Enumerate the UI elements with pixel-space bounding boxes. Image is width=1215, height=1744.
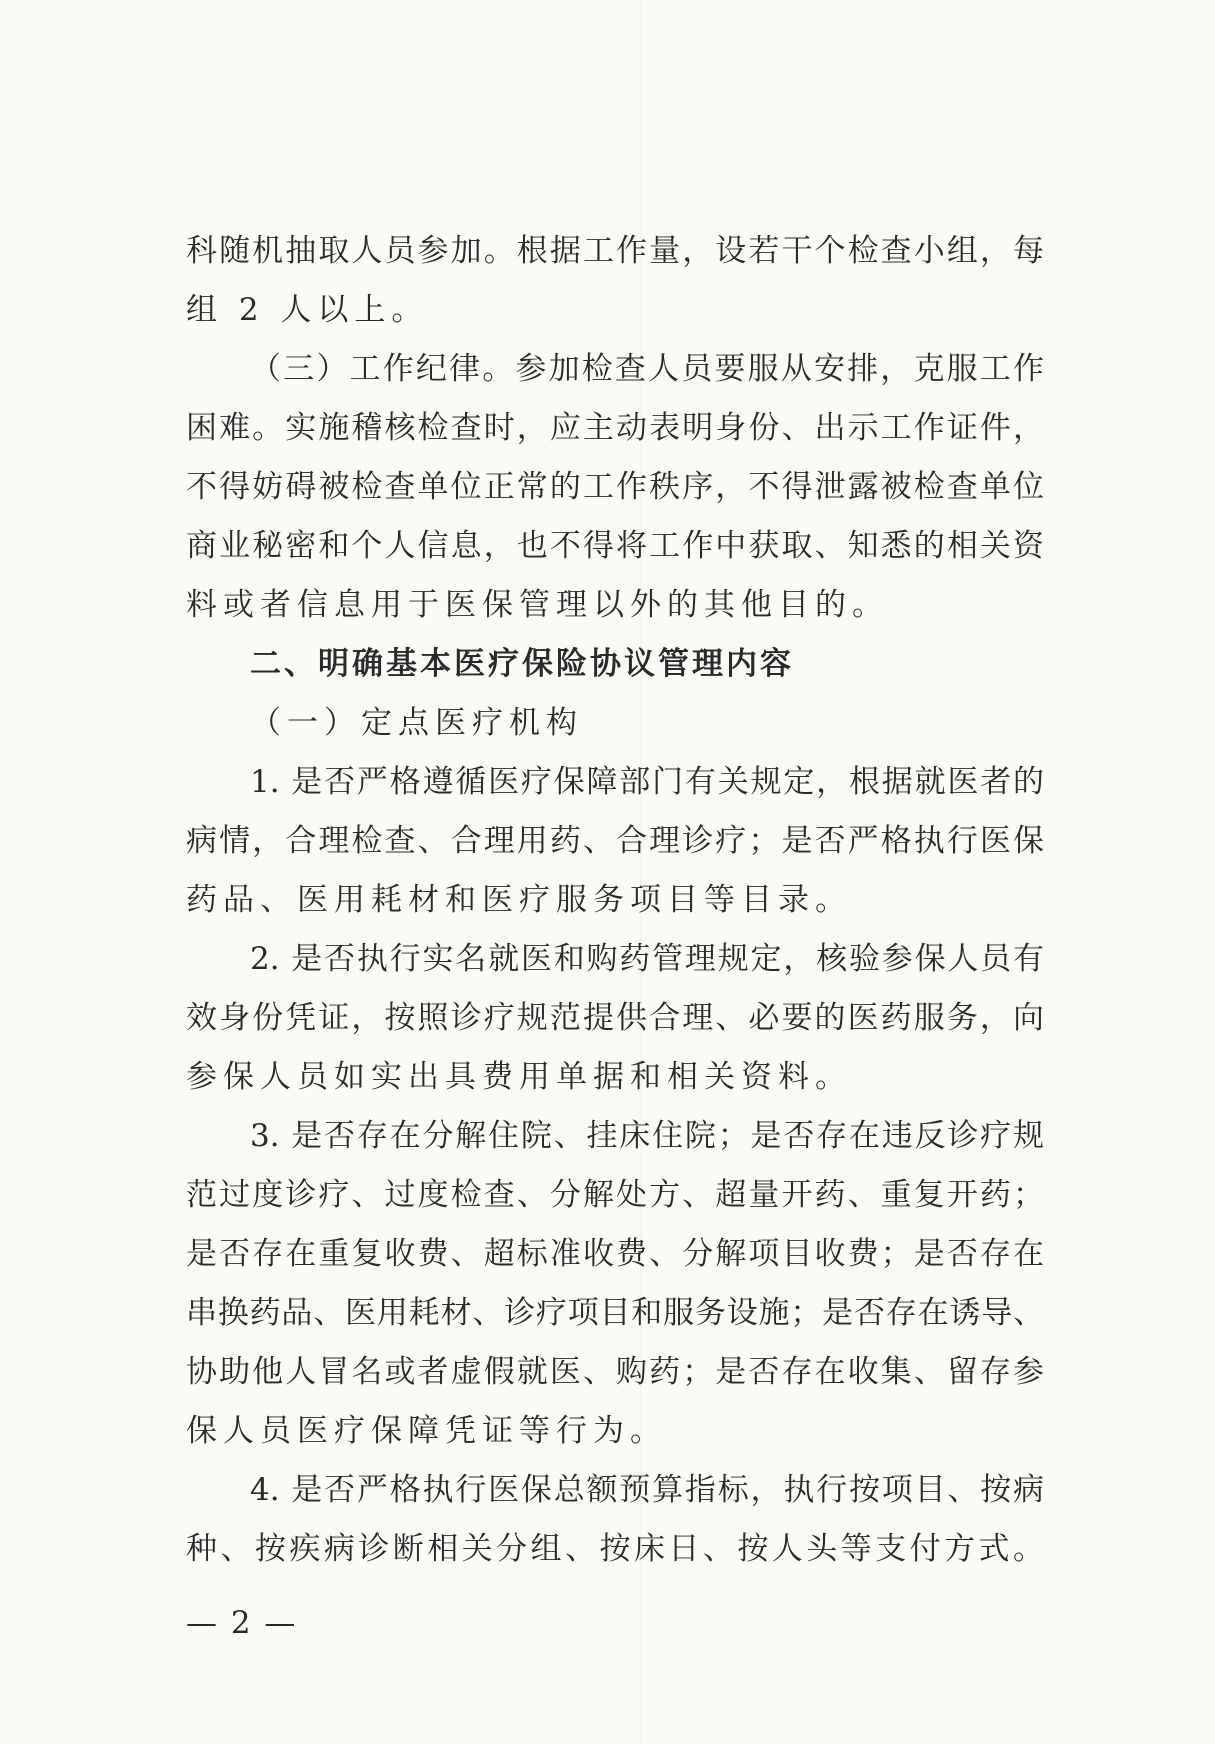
section-three-heading-line: （三）工作纪律。参加检查人员要服从安排，克服工作 [250, 351, 1044, 387]
item-3-line-3: 是否存在重复收费、超标准收费、分解项目收费；是否存在 [186, 1236, 1044, 1272]
item-2-line-3: 参保人员如实出具费用单据和相关资料。 [186, 1059, 852, 1095]
item-1-line-1: 1. 是否严格遵循医疗保障部门有关规定，根据就医者的 [250, 764, 1044, 800]
item-3-line-5: 协助他人冒名或者虚假就医、购药；是否存在收集、留存参 [186, 1354, 1044, 1390]
page-number: — 2 — [186, 1605, 298, 1641]
item-1-line-2: 病情，合理检查、合理用药、合理诊疗；是否严格执行医保 [186, 823, 1044, 859]
item-3-line-6: 保人员医疗保障凭证等行为。 [186, 1413, 667, 1449]
item-3-line-1: 3. 是否存在分解住院、挂床住院；是否存在违反诊疗规 [250, 1118, 1044, 1154]
text-line-5: 不得妨碍被检查单位正常的工作秩序，不得泄露被检查单位 [186, 469, 1044, 505]
item-2-line-1: 2. 是否执行实名就医和购药管理规定，核验参保人员有 [250, 941, 1044, 977]
item-4-line-1: 4. 是否严格执行医保总额预算指标，执行按项目、按病 [250, 1472, 1044, 1508]
item-3-line-4: 串换药品、医用耗材、诊疗项目和服务设施；是否存在诱导、 [186, 1295, 1044, 1331]
text-line-4: 困难。实施稽核检查时，应主动表明身份、出示工作证件， [186, 410, 1044, 446]
item-4-line-2: 种、按疾病诊断相关分组、按床日、按人头等支付方式。 [186, 1531, 1044, 1567]
text-line-2: 组 2 人以上。 [186, 292, 429, 328]
subsection-heading: （一）定点医疗机构 [250, 705, 583, 741]
text-line-1: 科随机抽取人员参加。根据工作量，设若干个检查小组，每 [186, 233, 1044, 269]
item-2-line-2: 效身份凭证，按照诊疗规范提供合理、必要的医药服务，向 [186, 1000, 1044, 1036]
item-1-line-3: 药品、医用耗材和医疗服务项目等目录。 [186, 882, 852, 918]
text-line-7: 料或者信息用于医保管理以外的其他目的。 [186, 587, 889, 623]
item-3-line-2: 范过度诊疗、过度检查、分解处方、超量开药、重复开药； [186, 1177, 1044, 1213]
section-heading: 二、明确基本医疗保险协议管理内容 [250, 646, 794, 682]
text-line-6: 商业秘密和个人信息，也不得将工作中获取、知悉的相关资 [186, 528, 1044, 564]
